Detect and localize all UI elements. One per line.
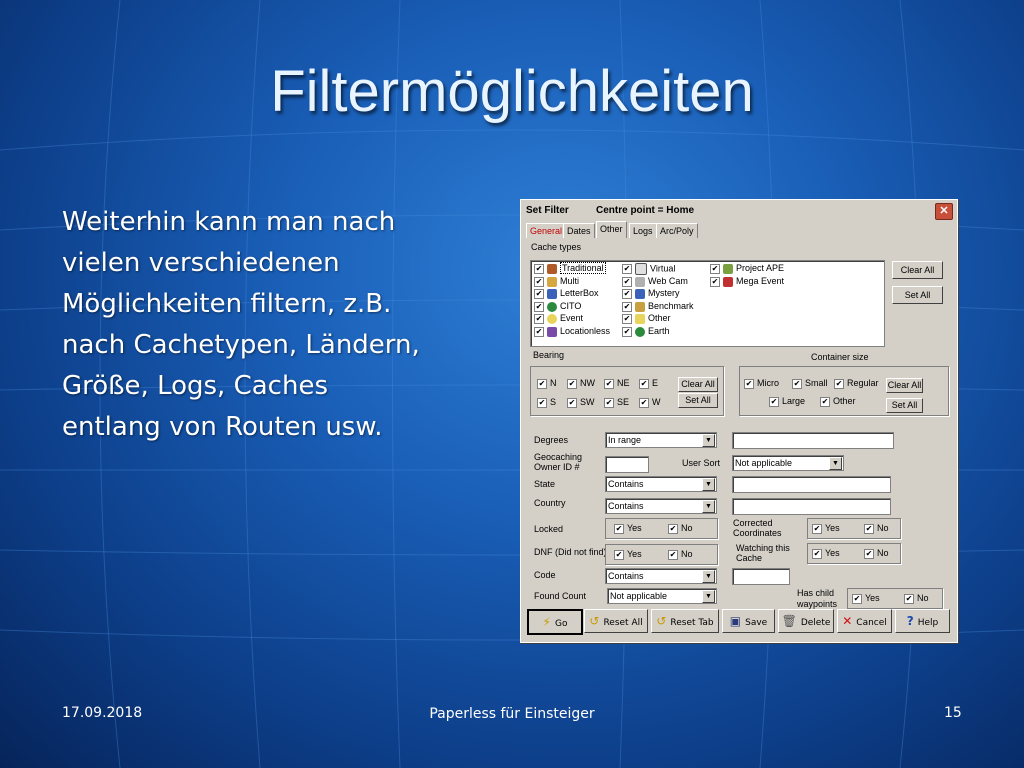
watching-yes-checkbox[interactable]: ✔ Yes	[813, 548, 840, 558]
bearing-n-checkbox[interactable]: ✔ N	[538, 378, 557, 388]
degrees-label: Degrees	[534, 435, 569, 445]
tab-dates[interactable]: Dates	[563, 223, 595, 238]
body-line: entlang von Routen usw.	[62, 412, 383, 442]
dialog-title-bar	[521, 200, 957, 220]
bearing-group	[530, 366, 724, 416]
code-input[interactable]	[732, 568, 790, 585]
bearing-label: Bearing	[533, 350, 565, 360]
body-line: vielen verschiedenen	[62, 248, 340, 278]
cache-types-list	[530, 260, 885, 347]
trash-icon: 🗑	[781, 614, 797, 628]
tab-logs[interactable]: Logs	[629, 223, 657, 238]
container-clear-all-button[interactable]: Clear All	[886, 378, 923, 393]
reset-tab-button[interactable]: ↺ Reset Tab	[651, 609, 719, 633]
container-size-group	[739, 366, 949, 416]
container-other-checkbox[interactable]: ✔ Other	[821, 396, 856, 406]
corrected-label-2: Coordinates	[733, 528, 782, 538]
lightning-icon: ⚡	[542, 615, 551, 629]
dnf-no-checkbox[interactable]: ✔ No	[669, 549, 693, 559]
locked-no-checkbox[interactable]: ✔ No	[669, 523, 693, 533]
bearing-nw-checkbox[interactable]: ✔ NW	[568, 378, 595, 388]
state-select[interactable]: Contains ▼	[605, 476, 717, 492]
tab-other[interactable]: Other	[596, 221, 627, 238]
cache-types-clear-all-button[interactable]: Clear All	[892, 261, 943, 279]
container-micro-checkbox[interactable]: ✔ Micro	[745, 378, 779, 388]
has-child-no-checkbox[interactable]: ✔ No	[905, 593, 929, 603]
locked-yes-checkbox[interactable]: ✔ Yes	[615, 523, 642, 533]
cache-type-item[interactable]: ✔ Web Cam	[623, 276, 688, 286]
container-set-all-button[interactable]: Set All	[886, 398, 923, 413]
has-child-label-1: Has child	[797, 588, 835, 598]
cache-type-item[interactable]: ✔ Mystery	[623, 288, 680, 298]
cache-type-item[interactable]: ✔ Project APE	[711, 263, 785, 273]
cancel-button[interactable]: ✕ Cancel	[837, 609, 892, 633]
body-line: Weiterhin kann man nach	[62, 207, 396, 237]
bearing-s-checkbox[interactable]: ✔ S	[538, 397, 557, 407]
user-sort-label: User Sort	[682, 458, 721, 468]
corrected-label-1: Corrected	[733, 518, 773, 528]
save-button[interactable]: ▣ Save	[722, 609, 775, 633]
reset-icon: ↺	[656, 614, 667, 628]
reset-icon: ↺	[589, 614, 600, 628]
bearing-ne-checkbox[interactable]: ✔ NE	[605, 378, 630, 388]
cache-type-item[interactable]: ✔ Mega Event	[711, 276, 785, 286]
go-button[interactable]: ⚡ Go	[527, 609, 583, 635]
slide-body-text	[62, 202, 482, 448]
body-line: Größe, Logs, Caches	[62, 371, 328, 401]
tab-general[interactable]: General	[526, 223, 566, 238]
degrees-input[interactable]	[732, 432, 894, 449]
bearing-e-checkbox[interactable]: ✔ E	[640, 378, 659, 388]
owner-id-label-2: Owner ID #	[534, 462, 580, 472]
footer-page-number: 15	[944, 705, 962, 721]
watching-label-1: Watching this	[736, 543, 790, 553]
country-label: Country	[534, 498, 566, 508]
bearing-sw-checkbox[interactable]: ✔ SW	[568, 397, 595, 407]
container-regular-checkbox[interactable]: ✔ Regular	[835, 378, 879, 388]
footer-date: 17.09.2018	[62, 705, 143, 721]
corrected-no-checkbox[interactable]: ✔ No	[865, 523, 889, 533]
bearing-set-all-button[interactable]: Set All	[678, 393, 718, 408]
body-line: Möglichkeiten filtern, z.B.	[62, 289, 392, 319]
found-count-select[interactable]: Not applicable ▼	[607, 588, 717, 604]
cache-type-item[interactable]: ✔ LetterBox	[535, 288, 599, 298]
cache-type-item[interactable]: ✔ Virtual	[623, 263, 676, 274]
code-label: Code	[534, 570, 556, 580]
has-child-label-2: waypoints	[797, 599, 838, 609]
bearing-se-checkbox[interactable]: ✔ SE	[605, 397, 630, 407]
watching-no-checkbox[interactable]: ✔ No	[865, 548, 889, 558]
cache-type-item[interactable]: ✔ Multi	[535, 276, 580, 286]
owner-id-label-1: Geocaching	[534, 452, 583, 462]
cache-type-item[interactable]: ✔ Earth	[623, 326, 670, 336]
state-label: State	[534, 479, 556, 489]
cache-type-item[interactable]: ✔ CITO	[535, 301, 582, 311]
cache-types-label: Cache types	[531, 242, 582, 252]
dialog-subtitle: Centre point = Home	[596, 205, 695, 216]
dnf-yes-checkbox[interactable]: ✔ Yes	[615, 549, 642, 559]
help-button[interactable]: ? Help	[895, 609, 950, 633]
cancel-x-icon: ✕	[842, 614, 853, 628]
code-select[interactable]: Contains ▼	[605, 568, 717, 584]
container-large-checkbox[interactable]: ✔ Large	[770, 396, 806, 406]
container-small-checkbox[interactable]: ✔ Small	[793, 378, 828, 388]
cache-types-set-all-button[interactable]: Set All	[892, 286, 943, 304]
country-input[interactable]	[732, 498, 891, 515]
help-question-icon: ?	[906, 614, 914, 628]
body-line: nach Cachetypen, Ländern,	[62, 330, 420, 360]
has-child-yes-checkbox[interactable]: ✔ Yes	[853, 593, 880, 603]
cache-type-item[interactable]: ✔ Traditional	[535, 263, 604, 273]
dnf-label: DNF (Did not find)	[534, 547, 607, 557]
watching-group	[807, 543, 901, 564]
corrected-group	[807, 518, 901, 539]
footer-title: Paperless für Einsteiger	[429, 706, 595, 722]
cache-type-item[interactable]: ✔ Benchmark	[623, 301, 694, 311]
locked-group	[605, 518, 718, 539]
set-filter-dialog	[520, 199, 958, 643]
found-count-label: Found Count	[534, 591, 587, 601]
dialog-title: Set Filter	[526, 205, 569, 216]
floppy-disk-icon: ▣	[729, 614, 742, 628]
cache-type-item[interactable]: ✔ Other	[623, 313, 671, 323]
slide-title: Filtermöglichkeiten	[270, 59, 754, 124]
locked-label: Locked	[534, 524, 564, 534]
dnf-group	[605, 544, 718, 565]
bearing-w-checkbox[interactable]: ✔ W	[640, 397, 661, 407]
user-sort-select[interactable]: Not applicable ▼	[732, 455, 844, 471]
has-child-group	[847, 588, 943, 609]
cache-type-item[interactable]: ✔ Event	[535, 313, 584, 323]
delete-button[interactable]: 🗑 Delete	[778, 609, 834, 633]
cache-type-item[interactable]: ✔ Locationless	[535, 326, 611, 336]
watching-label-2: Cache	[736, 553, 763, 563]
tab-arc-poly[interactable]: Arc/Poly	[656, 223, 698, 238]
state-input[interactable]	[732, 476, 891, 493]
owner-id-input[interactable]	[605, 456, 649, 473]
reset-all-button[interactable]: ↺ Reset All	[584, 609, 648, 633]
bearing-clear-all-button[interactable]: Clear All	[678, 377, 718, 392]
country-select[interactable]: Contains ▼	[605, 498, 717, 514]
corrected-yes-checkbox[interactable]: ✔ Yes	[813, 523, 840, 533]
container-size-label: Container size	[811, 352, 869, 362]
degrees-select[interactable]: In range ▼	[605, 432, 717, 448]
close-icon[interactable]: ✕	[935, 203, 953, 220]
